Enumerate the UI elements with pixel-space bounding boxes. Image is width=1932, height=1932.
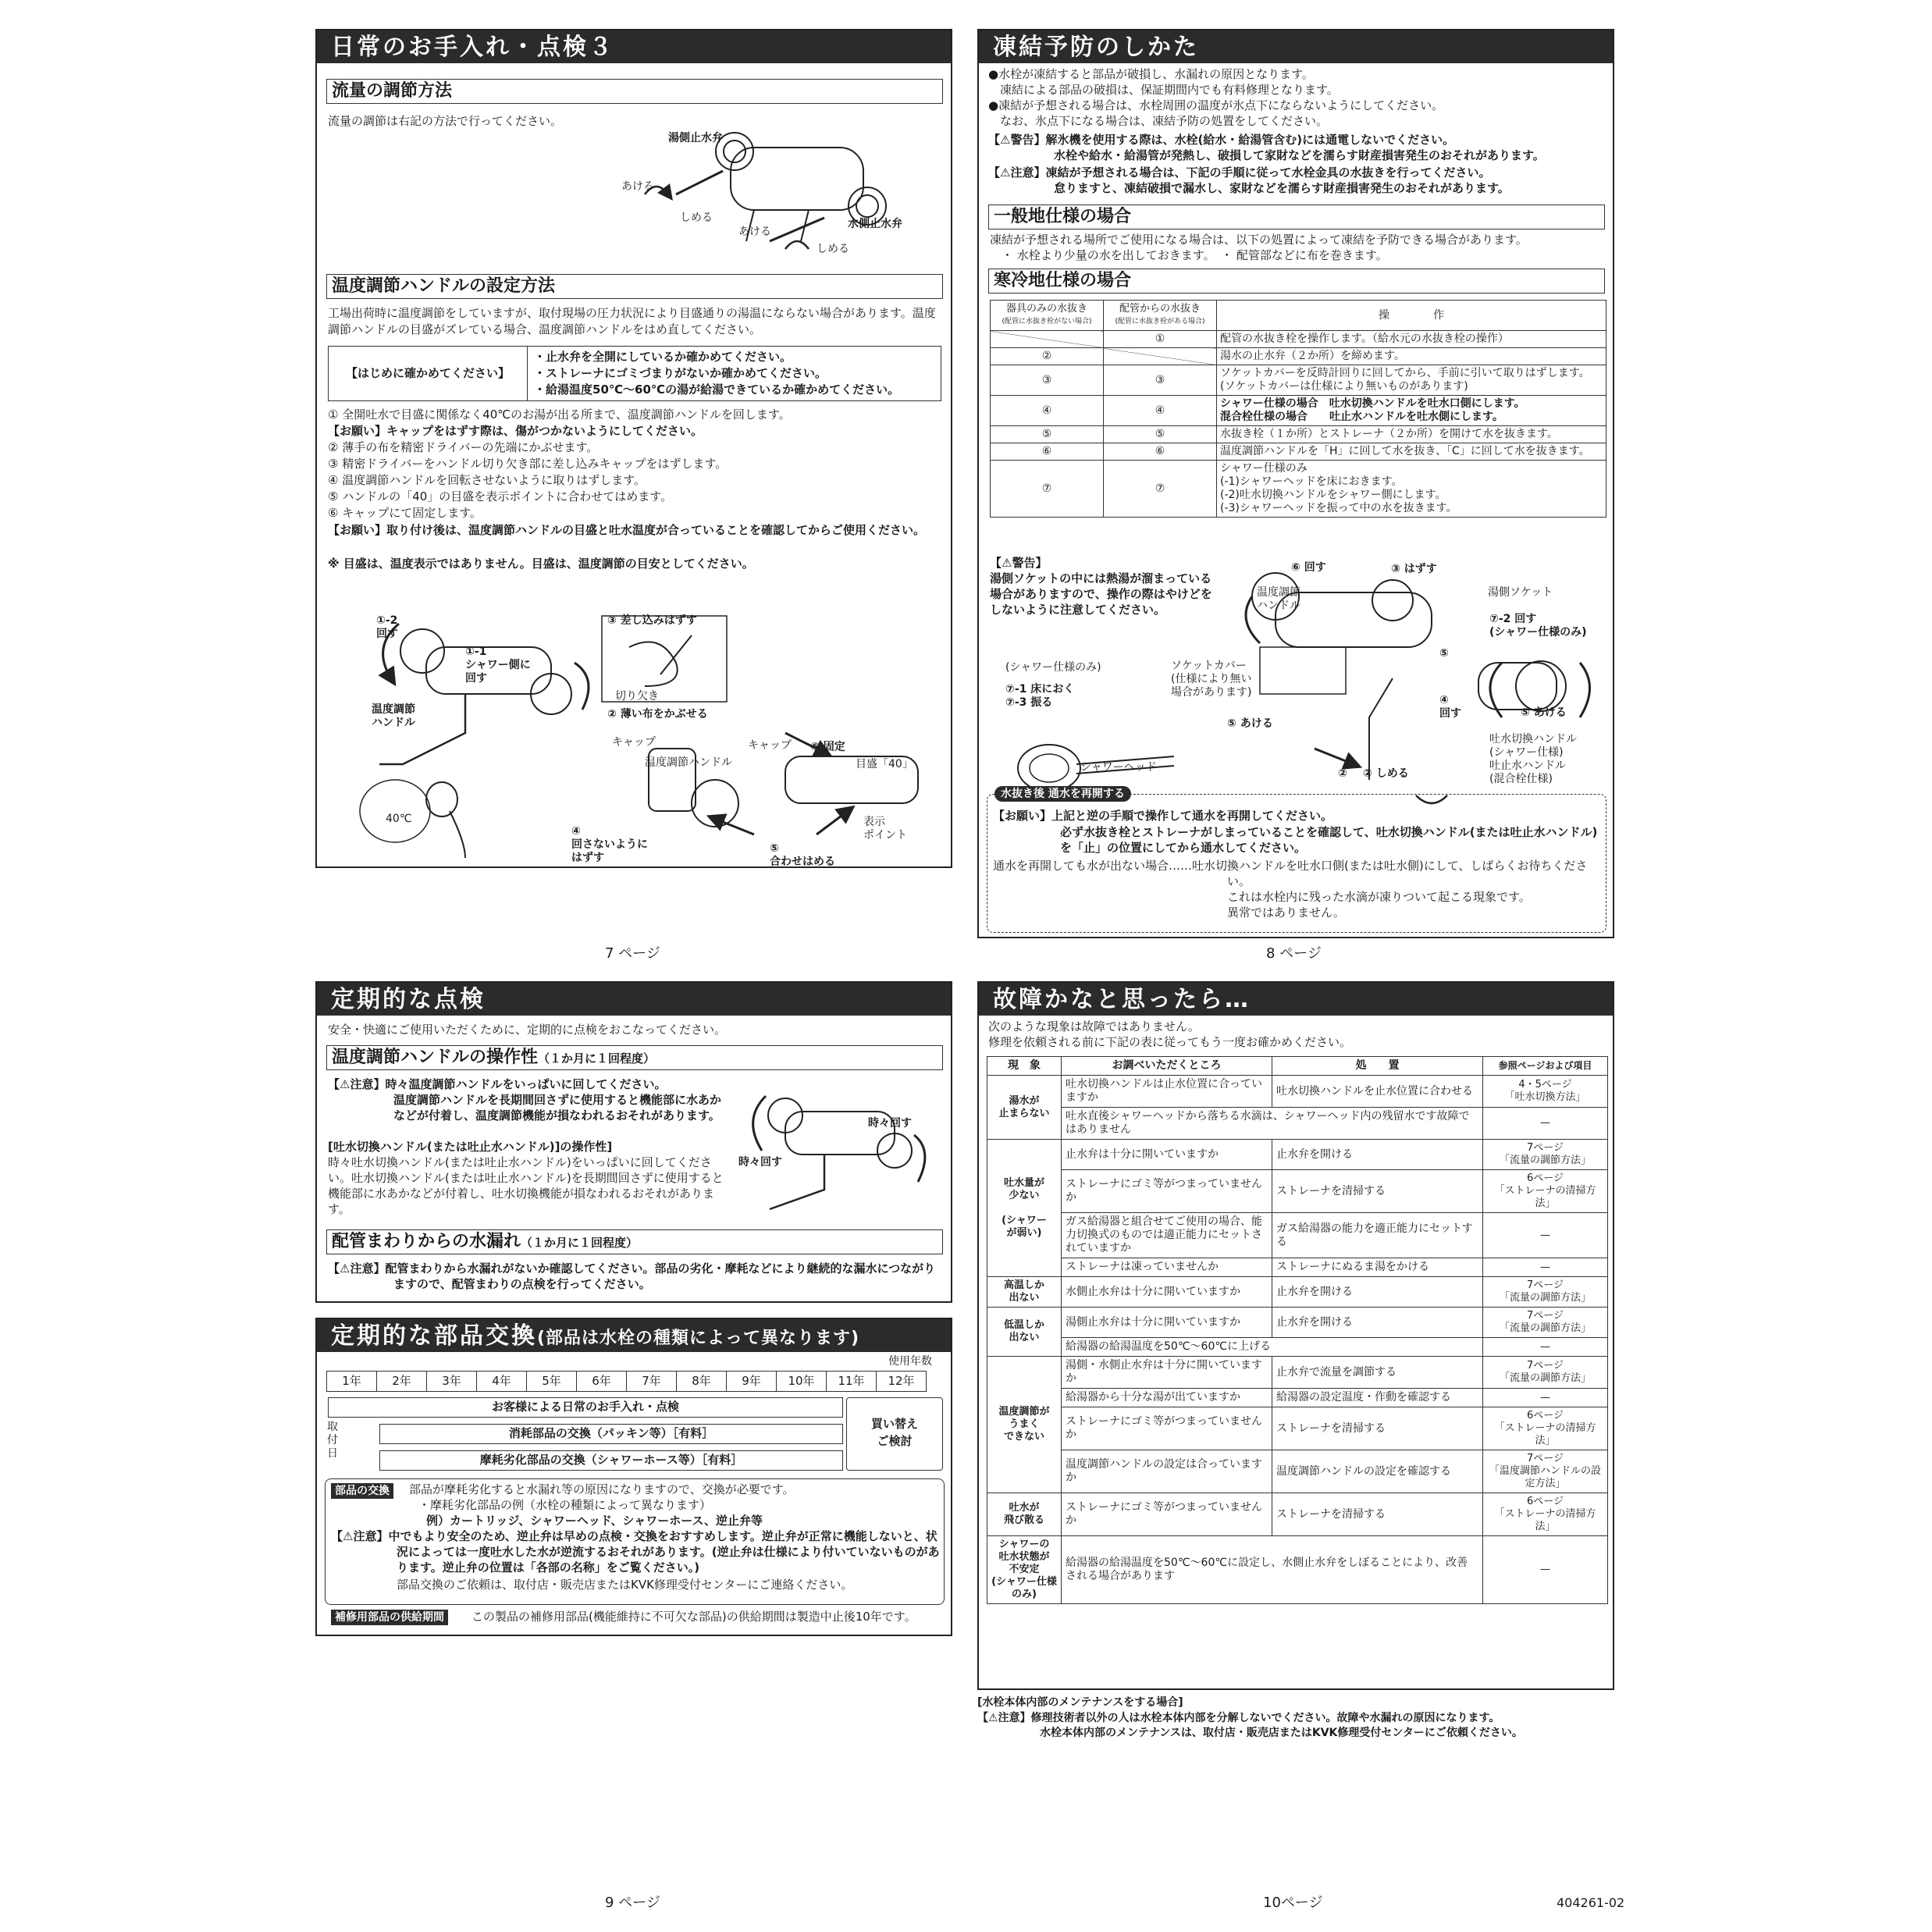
table-row [987,1140,1608,1170]
year-cell: 10年 [777,1372,827,1392]
label-40-degrees: 40℃ [386,813,412,825]
page8-panel [977,29,1614,938]
label-turn-1-2: ①-2 回す [376,614,398,640]
reference-cell: — [1483,1108,1608,1140]
troubleshoot-table [987,1056,1608,1604]
temp-intro: 工場出荷時に温度調節をしていますが、取付現場の圧力状況により目盛通りの湯温にならない場合があります。温度調節ハンドルの目盛がズレている場合、温度調節ハンドルをはめ直してください。 [328,306,936,336]
table-row: ① 配管の水抜き栓を操作します。（給水元の水抜き栓の操作） [991,331,1606,348]
maintenance-title: [水栓本体内部のメンテナンスをする場合] [977,1696,1183,1709]
general-spec-text: 凍結が予想される場所でご使用になる場合は、以下の処置によって凍結を予防できる場合があります。 ・ 水栓より少量の水を出しておきます。 ・ 配管部などに布を巻きます。 [990,233,1528,262]
temp-check-table [328,346,941,401]
parts-exchange-4: 【⚠注意】中でもより安全のため、逆止弁は早めの点検・交換をおすすめします。逆止弁が正常に機能しないと、状況によっては一度吐水した水が逆流するおそれがあります。(逆止弁は仕様により付いていないものがあります。逆止弁の位置は「各部の名称」をご覧ください。) [331,1529,940,1574]
reference-cell: 7ページ 「流量の調節方法」 [1483,1308,1608,1338]
bar-daily-care: お客様による日常のお手入れ・点検 [328,1397,843,1418]
label-close-2: ② しめる [1363,767,1409,780]
hot-socket-warning: 【⚠警告】 湯側ソケットの中には熱湯が溜まっている場合がありますので、操作の際はやけどをしないように注意してください。 [990,556,1212,617]
label-turn-6: ⑥ 回す [1291,561,1326,574]
label-open-5b: ⑤ あける [1521,706,1567,719]
label-notch: 切り欠き [615,690,659,703]
label-cold-valve: 水側止水弁 [848,218,902,230]
action-cell: 吐水切換ハンドルを止水位置に合わせる [1272,1076,1483,1108]
col-pipe-drain: 配管からの水抜き (配管に水抜き栓がある場合) [1104,301,1217,331]
symptom-cell: 高温しか 出ない [987,1277,1062,1308]
table-row [987,1213,1608,1258]
freeze-warning-detail: 水栓や給水・給湯管が発熱し、破損して家財などを濡らす財産損害発生のおそれがあります。 [1054,148,1545,162]
flow-section-title: 流量の調節方法 [326,79,943,104]
pipe-leak-caution: 【⚠注意】配管まわりから水漏れがないか確認してください。部品の劣化・摩耗などにより継続的な漏水につながりますので、配管まわりの点検を行ってください。 [328,1261,936,1291]
year-cell: 3年 [427,1372,477,1392]
label-turn-1-1: ①-1 シャワー側に 回す [465,646,531,685]
temp-steps: ② 薄手の布を精密ドライバーの先端にかぶせます。 ③ 精密ドライバーをハンドル切り欠き部に差し込みキャップをはずします。 ④ 温度調節ハンドルを回転させないように取りはずします。 ⑤ ハンドルの「40」の目盛を表示ポイントに合わせてはめます。 ⑥ キャップにて固定します。 [328,440,728,520]
label-open-5: ⑤ あける [1227,717,1273,730]
bar-consumable: 消耗部品の交換（パッキン等）［有料］ [379,1424,843,1444]
check-cell: 止水弁は十分に開いていますか [1062,1140,1272,1170]
resume-line-2: 必ず水抜き栓とストレーナがしまっていることを確認して、吐水切換ハンドル(または吐止水ハンドル)を「止」の位置にしてから通水してください。 [1060,825,1598,855]
temp-note-3: ※ 目盛は、温度表示ではありません。目盛は、温度調節の目安としてください。 [328,557,754,571]
action-cell: 止水弁で流量を調節する [1272,1357,1483,1389]
label-cap-1: キャップ [612,736,656,749]
year-cell: 4年 [477,1372,527,1392]
freeze-warning: 【⚠警告】解氷機を使用する際は、水栓(給水・給湯管含む)には通電しないでください。 [988,133,1455,147]
label-shower-head: シャワーヘッド [1080,761,1157,774]
reference-cell: 7ページ 「温度調節ハンドルの設定方法」 [1483,1450,1608,1493]
page10-title: 故障かなと思ったら… [979,983,1613,1016]
page9-title: 定期的な点検 [317,983,951,1016]
check-cell: ストレーナにゴミ等がつまっていませんか [1062,1493,1272,1536]
temp-step-1: ① 全開吐水で目盛に関係なく40℃のお湯が出る所まで、温度調節ハンドルを回します。 [328,407,791,422]
page10-panel [977,981,1614,1690]
table-row [987,1076,1608,1108]
reference-cell: — [1483,1213,1608,1258]
action-cell: ストレーナを清掃する [1272,1493,1483,1536]
check-cell: 吐水切換ハンドルは止水位置に合っていますか [1062,1076,1272,1108]
table-row: ⑦ ⑦ シャワー仕様のみ (-1)シャワーヘッドを床におきます。 (-2)吐水切換ハンドルをシャワー側にします。 (-3)シャワーヘッドを振って中の水を抜きます。 [991,461,1606,518]
intro-line: ●水栓が凍結すると部品が破損し、水漏れの原因となります。 [988,67,1314,81]
symptom-cell: 吐水量が 少ない (シャワー が弱い) [987,1140,1062,1277]
intro-line: ●凍結が予想される場合は、水栓周囲の温度が氷点下にならないようにしてください。 [988,98,1444,112]
flow-valve-illustration [614,105,910,276]
table-row [987,1493,1608,1536]
table-row: ④ ④ シャワー仕様の場合 吐水切換ハンドルを吐水口側にします。 混合栓仕様の場合 吐止水ハンドルを吐水側にします。 [991,396,1606,426]
reference-cell: — [1483,1389,1608,1407]
install-date-label: 取 付 日 [327,1421,338,1460]
check-cell: 湯側・水側止水弁は十分に開いていますか [1062,1357,1272,1389]
label-floor-shake: ⑦-1 床におく ⑦-3 振る [1005,683,1075,709]
label-outlet-handle: 吐水切換ハンドル (シャワー仕様) 吐止水ハンドル (混合栓仕様) [1489,733,1577,785]
label-step-5: ⑤ [1439,647,1449,660]
year-cell: 7年 [627,1372,677,1392]
intro-line: 凍結による部品の破損は、保証期間内でも有料修理となります。 [988,83,1339,97]
year-cell: 5年 [527,1372,577,1392]
document-code: 404261-02 [1557,1895,1625,1910]
outlet-handle-op-title: [吐水切換ハンドル(または吐止水ハンドル)]の操作性] [328,1140,613,1154]
check-cell: 温度調節ハンドルの設定は合っていますか [1062,1450,1272,1493]
parts-exchange-5: 部品交換のご依頼は、取付店・販売店またはKVK修理受付センターにご連絡ください。 [397,1578,853,1592]
temp-note-2: 【お願い】取り付け後は、温度調節ハンドルの目盛と吐水温度が合っていることを確認してからご使用ください。 [328,523,926,537]
label-fix: ⑥ 固定 [810,741,845,753]
check-cell: 給湯器から十分な湯が出ていますか [1062,1389,1272,1407]
label-turn-occasionally-b: 時々回す [738,1156,782,1169]
label-hot-socket: 湯側ソケット [1488,586,1553,599]
replace-box: 買い替え ご検討 [846,1397,943,1471]
symptom-cell: 吐水が 飛び散る [987,1493,1062,1536]
label-insert-remove: ③ 差し込みはずす [607,614,697,627]
temp-note-1: 【お願い】キャップをはずす際は、傷がつかないようにしてください。 [328,424,703,438]
reference-cell: — [1483,1338,1608,1357]
action-cell: 止水弁を開ける [1272,1308,1483,1338]
check-cell: ストレーナにゴミ等がつまっていませんか [1062,1170,1272,1213]
col-operation: 操 作 [1217,301,1606,331]
maintenance-caution-1: 【⚠注意】修理技術者以外の人は水栓本体内部を分解しないでください。故障や水漏れの原因になります。 [977,1712,1500,1724]
table-row [987,1536,1608,1604]
action-cell: 給湯器の設定温度・作動を確認する [1272,1389,1483,1407]
table-row [987,1170,1608,1213]
table-row: ③ ③ ソケットカバーを反時計回りに回してから、手前に引いて取りはずします。(ソケットカバーは仕様により無いものがあります) [991,365,1606,396]
temp-handle-op-title: 温度調節ハンドルの操作性（１か月に１回程度） [326,1045,943,1070]
label-temp-handle-8: 温度調節 ハンドル [1257,586,1300,612]
reference-cell: 7ページ 「流量の調節方法」 [1483,1277,1608,1308]
action-cell: 温度調節ハンドルの設定を確認する [1272,1450,1483,1493]
supply-period-text: この製品の補修用部品(機能維持に不可欠な部品)の供給期間は製造中止後10年です。 [471,1610,916,1624]
parts-exchange-label: 部品の交換 [331,1483,393,1499]
inspection-intro: 安全・快適にご使用いただくために、定期的に点検をおこなってください。 [328,1023,727,1037]
freeze-intro [988,66,1443,129]
years-table [326,1371,927,1392]
year-cell: 6年 [577,1372,627,1392]
check-item: ・ストレーナにゴミづまりがないか確かめてください。 [534,366,827,380]
check-cell: ストレーナは凍っていませんか [1062,1258,1272,1277]
table-row: ② 湯水の止水弁（２か所）を締めます。 [991,348,1606,365]
reference-cell: 6ページ 「ストレーナの清掃方法」 [1483,1407,1608,1450]
label-handle-name: 温度調節ハンドル [645,756,732,769]
symptom-cell: シャワーの 吐水状態が 不安定 (シャワー仕様のみ) [987,1536,1062,1604]
intro-line: なお、氷点下になる場合は、凍結予防の処置をしてください。 [988,114,1329,128]
page8-title: 凍結予防のしかた [979,30,1613,63]
table-row [987,1338,1608,1357]
resume-line-1: 【お願い】上記と逆の手順で操作して通水を再開してください。 [993,809,1333,823]
year-cell: 8年 [677,1372,727,1392]
symptom-cell: 湯水が 止まらない [987,1076,1062,1140]
pipe-leak-title: 配管まわりからの水漏れ（１か月に１回程度） [326,1229,943,1254]
th-check: お調べいただくところ [1062,1057,1272,1076]
resume-line-3: 通水を再開しても水が出ない場合……吐水切換ハンドルを吐水口側(または吐水側)にして、しばらくお待ちください。 これは水栓内に残った水滴が凍りついて起こる現象です。 異常ではありません。 [993,859,1588,920]
label-hot-valve: 湯側止水弁 [668,132,723,144]
label-socket-cover: ソケットカバー (仕様により無い 場合があります) [1171,660,1252,699]
trouble-intro: 次のような現象は故障ではありません。 修理を依頼される前に下記の表に従ってもう一度お確かめください。 [988,1019,1352,1049]
check-cell: ストレーナにゴミ等がつまっていませんか [1062,1407,1272,1450]
year-cell: 12年 [877,1372,927,1392]
action-cell: 止水弁を開ける [1272,1140,1483,1170]
check-items [528,347,941,401]
table-row [987,1450,1608,1493]
parts-exchange-1: 部品が摩耗劣化すると水漏れ等の原因になりますので、交換が必要です。 [409,1482,795,1496]
label-turn-7-2: ⑦-2 回す (シャワー仕様のみ) [1489,613,1587,639]
check-item: ・止水弁を全開にしているか確かめてください。 [534,350,792,364]
table-row [987,1277,1608,1308]
label-cap-2: キャップ [748,739,792,752]
action-cell: ガス給湯器の能力を適正能力にセットする [1272,1213,1483,1258]
temp-handle-caution-detail: 温度調節ハンドルを長期間回さずに使用すると機能部に水あかなどが付着し、温度調節機能が損なわれるおそれがあります。 [393,1093,722,1123]
th-action: 処 置 [1272,1057,1483,1076]
label-scale-40: 目盛「40」 [856,758,913,770]
table-row: ⑥ ⑥ 温度調節ハンドルを「H」に回して水を抜き、「C」に回して水を抜きます。 [991,443,1606,461]
label-align-fit: ⑤ 合わせはめる [770,842,835,868]
label-open-2: あける [738,226,771,238]
label-remove-no-turn: ④ 回さないように はずす [571,825,648,864]
page-number-8: 8 ページ [1266,945,1322,962]
symptom-cell: 低温しか 出ない [987,1308,1062,1357]
reference-cell: 6ページ 「ストレーナの清掃方法」 [1483,1493,1608,1536]
reference-cell: — [1483,1536,1608,1604]
parts-exchange-3: 例）カートリッジ、シャワーヘッド、シャワーホース、逆止弁等 [426,1514,763,1528]
label-display-point: 表示 ポイント [863,816,907,841]
check-cell: 湯側止水弁は十分に開いていますか [1062,1308,1272,1338]
faucet-rotation-illustration [738,1073,941,1221]
check-cell: 水側止水弁は十分に開いていますか [1062,1277,1272,1308]
outlet-handle-op-text: 時々吐水切換ハンドル(または吐止水ハンドル)をいっぱいに回してください。吐水切換ハンドル(または吐止水ハンドル)を長期間回さずに使用すると機能部に水あかなどが付着し、吐水切換機能が損なわれるおそれがあります。 [328,1155,724,1216]
cold-spec-title: 寒冷地仕様の場合 [988,269,1605,294]
parts-panel [315,1318,952,1636]
temp-section-title: 温度調節ハンドルの設定方法 [326,274,943,299]
year-cell: 9年 [727,1372,777,1392]
page7-panel [315,29,952,868]
year-cell: 2年 [377,1372,427,1392]
reference-cell: 6ページ 「ストレーナの清掃方法」 [1483,1170,1608,1213]
action-cell: ストレーナを清掃する [1272,1170,1483,1213]
table-row [987,1308,1608,1338]
page-number-10: 10ページ [1263,1895,1323,1911]
page7-title: 日常のお手入れ・点検３ [317,30,951,63]
check-cell: 給湯器の給湯温度を50℃～60℃に設定し、水側止水弁をしぼることにより、改善される場合があります [1062,1536,1483,1604]
col-fixture-only: 器具のみの水抜き (配管に水抜き栓がない場合) [991,301,1104,331]
cold-spec-table [990,300,1606,518]
page-number-7: 7 ページ [605,945,660,962]
label-turn-occasionally-a: 時々回す [868,1117,912,1130]
table-row [987,1258,1608,1277]
reference-cell: 7ページ 「流量の調節方法」 [1483,1140,1608,1170]
table-row [987,1389,1608,1407]
check-cell: ガス給湯器と組合せてご使用の場合、能力切換式のものでは適正能力にセットされていますか [1062,1213,1272,1258]
check-item: ・給湯温度50℃～60℃の湯が給湯できているか確かめてください。 [534,382,900,397]
page-number-9: 9 ページ [605,1895,660,1911]
label-shower-only: (シャワー仕様のみ) [1005,661,1101,674]
label-step-2: ② [1338,767,1347,780]
reference-cell: — [1483,1258,1608,1277]
year-cell: 1年 [327,1372,377,1392]
flow-desc: 流量の調節は右記の方法で行ってください。 [328,114,563,128]
general-spec-title: 一般地仕様の場合 [988,205,1605,229]
supply-period-label: 補修用部品の供給期間 [331,1610,448,1625]
maintenance-caution-2: 水栓本体内部のメンテナンスは、取付店・販売店またはKVK修理受付センターにご依頼ください。 [1040,1727,1523,1739]
th-symptom: 現 象 [987,1057,1062,1076]
temp-handle-caution: 【⚠注意】時々温度調節ハンドルをいっぱいに回してください。 [328,1077,667,1091]
action-cell: ストレーナにぬるま湯をかける [1272,1258,1483,1277]
reference-cell: 4・5ページ 「吐水切換方法」 [1483,1076,1608,1108]
check-cell: 吐水直後シャワーヘッドから落ちる水滴は、シャワーヘッド内の残留水です故障ではありません [1062,1108,1483,1140]
freeze-caution-detail: 怠りますと、凍結破損で漏水し、家財などを濡らす財産損害発生のおそれがあります。 [1054,181,1510,195]
label-remove-3: ③ はずす [1391,563,1437,575]
freeze-caution: 【⚠注意】凍結が予想される場合は、下記の手順に従って水栓金具の水抜きを行ってください。 [988,165,1491,180]
table-row: ⑤ ⑤ 水抜き栓（１か所）とストレーナ（２か所）を開けて水を抜きます。 [991,426,1606,443]
table-row [987,1108,1608,1140]
table-row [987,1357,1608,1389]
parts-title: 定期的な部品交換(部品は水栓の種類によって異なります) [317,1319,951,1352]
action-cell: ストレーナを清掃する [1272,1407,1483,1450]
year-cell: 11年 [827,1372,877,1392]
check-cell: 給湯器の給湯温度を50℃～60℃に上げる [1062,1338,1483,1357]
check-label: 【はじめに確かめてください】 [329,347,528,401]
reference-cell: 7ページ 「流量の調節方法」 [1483,1357,1608,1389]
years-label: 使用年数 [888,1355,932,1368]
label-close-2: しめる [817,243,849,255]
label-turn-4: ④ 回す [1439,694,1461,720]
resume-tag: 水抜き後 通水を再開する [994,786,1131,802]
action-cell: 止水弁を開ける [1272,1277,1483,1308]
parts-exchange-2: ・摩耗劣化部品の例（水栓の種類によって異なります） [418,1498,712,1512]
th-reference: 参照ページおよび項目 [1483,1057,1608,1076]
label-close-1: しめる [680,212,713,224]
label-temp-handle: 温度調節 ハンドル [372,703,415,729]
label-cover-cloth: ② 薄い布をかぶせる [607,708,708,720]
label-open-1: あける [621,180,654,193]
bar-wear-parts: 摩耗劣化部品の交換（シャワーホース等）［有料］ [379,1450,843,1471]
symptom-cell: 温度調節が うまく できない [987,1357,1062,1493]
page9-panel [315,981,952,1303]
table-row [987,1407,1608,1450]
